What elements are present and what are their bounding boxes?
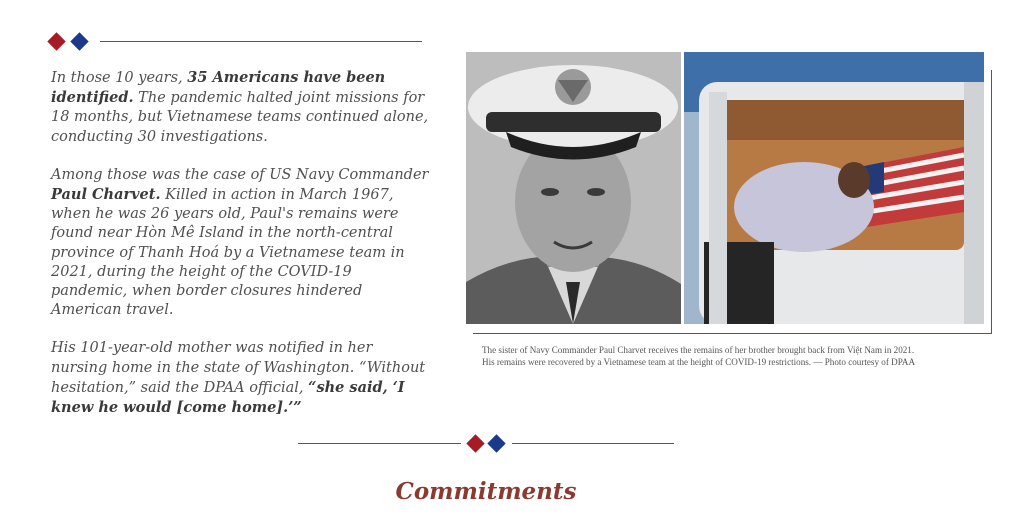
ceremony-illustration: [684, 52, 984, 324]
section-divider-right: [512, 443, 674, 444]
article-body: [51, 68, 431, 437]
paragraph-identified: [51, 68, 431, 147]
highlight-quote: “she said, ‘I knew he would [come home].’”: [51, 378, 405, 417]
ornament-diamond-red: [47, 32, 65, 50]
highlight-text: 35 Americans have been identified.: [51, 69, 386, 107]
paragraph-charvet-case: [51, 166, 431, 321]
text: Killed in action in March 1967, when he was 26 years old, Paul's remains were found near Hòn Mê Island in the north-central province of Thanh Hoá by a Vietnamese team in 2021, during the height of the COVID-19 pandemic, when border closures hindered American travel.: [51, 187, 405, 319]
top-divider: [100, 41, 422, 42]
text: Among those was the case of US Navy Commander: [51, 166, 429, 183]
ornament-diamond-blue: [70, 32, 88, 50]
text: In those 10 years,: [51, 70, 188, 86]
ceremony-photo: [684, 52, 984, 324]
section-title: Commitments: [395, 478, 577, 505]
paragraph-mother: [51, 339, 431, 418]
highlight-name: Paul Charvet.: [51, 186, 161, 204]
text: His 101-year-old mother was notified in her nursing home in the state of Washington. “Without hesitation,” said the DPAA official,: [51, 340, 426, 396]
caption-line-2: His remains were recovered by a Vietnamese team at the height of COVID-19 restrictions. — Photo courtesy of DPAA: [482, 357, 916, 367]
section-divider-left: [298, 443, 461, 444]
portrait-illustration: [466, 52, 681, 324]
section-diamond-blue: [487, 434, 505, 452]
section-diamond-red: [466, 434, 484, 452]
text: The pandemic halted joint missions for 18 months, but Vietnamese teams continued alone, conducting 30 investigations.: [51, 90, 429, 145]
portrait-photo: [466, 52, 681, 324]
photo-caption: [482, 344, 982, 368]
caption-line-1: The sister of Navy Commander Paul Charvet receives the remains of her brother brought back from Việt Nam in 2021.: [482, 345, 915, 355]
